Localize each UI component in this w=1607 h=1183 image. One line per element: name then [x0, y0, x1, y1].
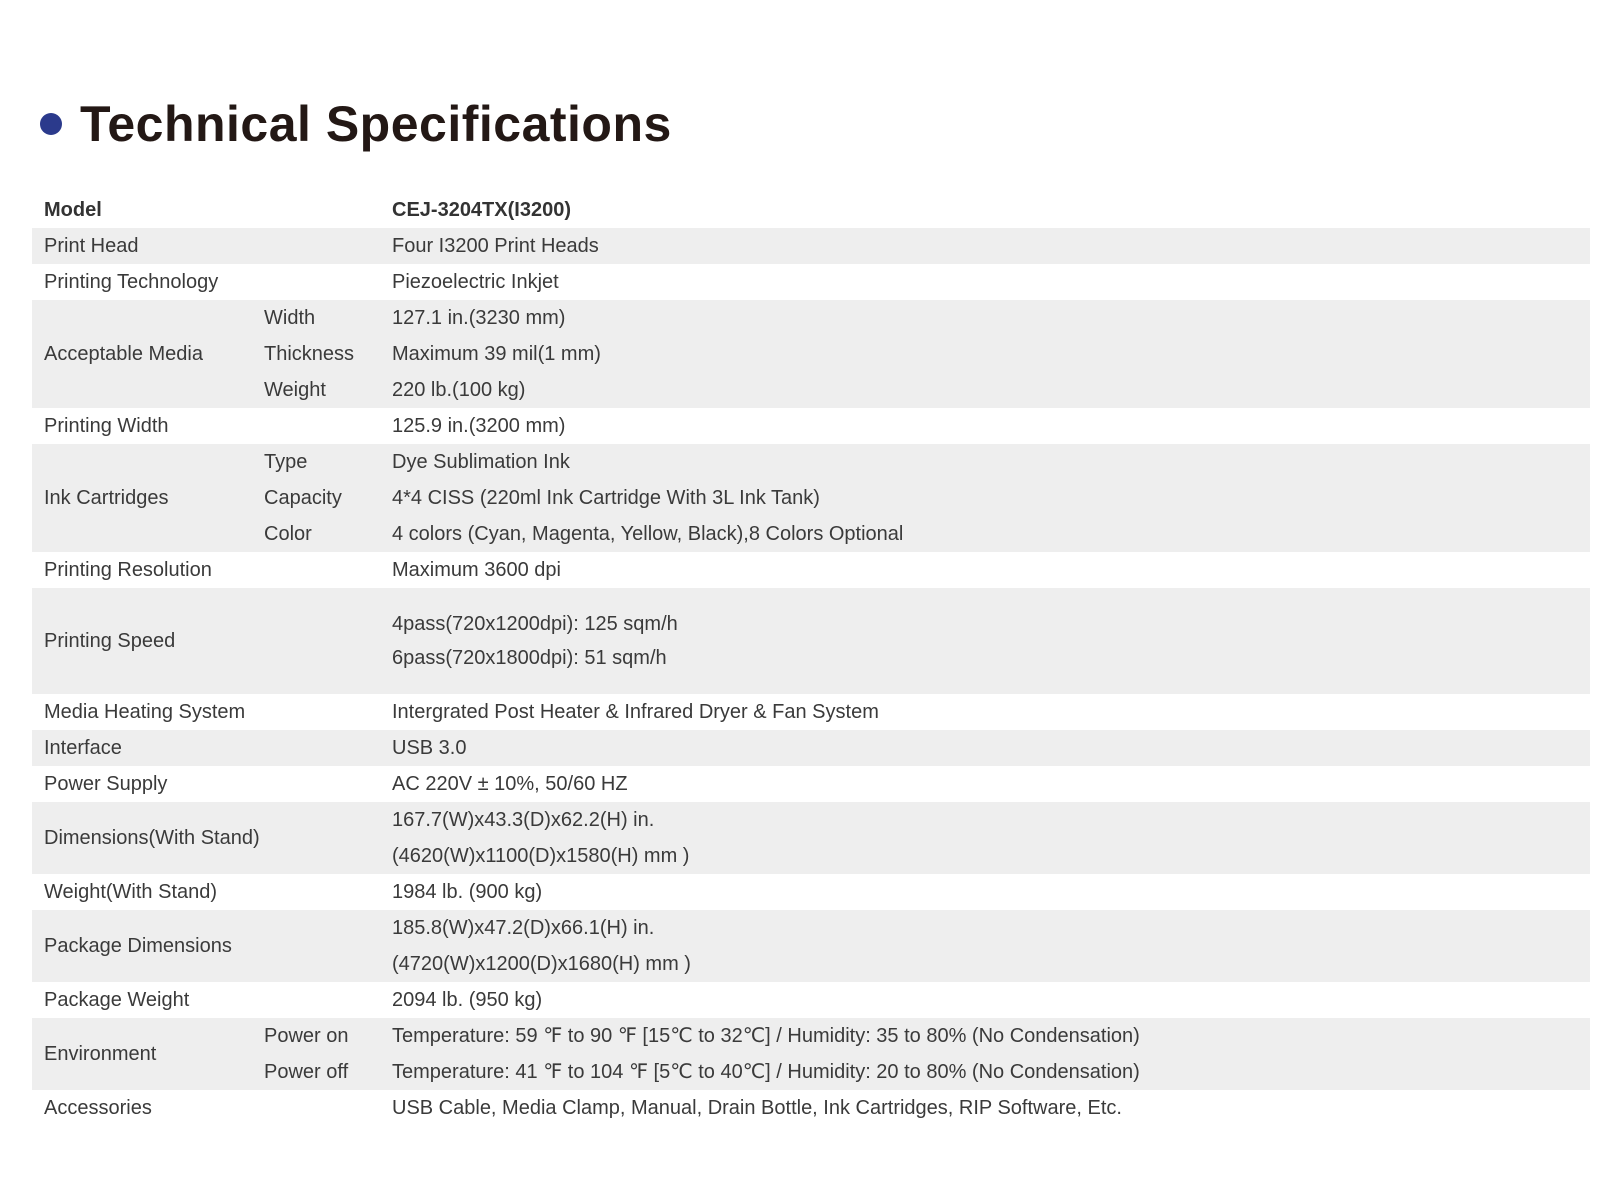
spec-sublabels [264, 588, 388, 694]
spec-sublabels [264, 982, 388, 1018]
spec-row [32, 408, 1590, 444]
spec-sublabels [264, 408, 388, 444]
spec-values [388, 228, 1590, 264]
spec-value: 167.7(W)x43.3(D)x62.2(H) in. [392, 809, 655, 831]
spec-sublabels [264, 730, 388, 766]
spec-value: Piezoelectric Inkjet [392, 271, 559, 293]
spec-row [32, 694, 1590, 730]
spec-row [32, 730, 1590, 766]
spec-value: Dye Sublimation Ink [392, 451, 570, 473]
spec-row [32, 1018, 1590, 1090]
spec-row [32, 264, 1590, 300]
spec-values [388, 982, 1590, 1018]
spec-label: Media Heating System [44, 701, 246, 723]
spec-sublabels [264, 802, 388, 874]
spec-sublabel: Color [264, 523, 312, 545]
spec-label: Acceptable Media [44, 343, 203, 365]
spec-sublabel: Weight [264, 379, 326, 401]
spec-row [32, 874, 1590, 910]
spec-value: Maximum 39 mil(1 mm) [392, 343, 601, 365]
spec-values [388, 766, 1590, 802]
spec-row [32, 766, 1590, 802]
spec-row [32, 910, 1590, 982]
spec-value: 6pass(720x1800dpi): 51 sqm/h [392, 647, 667, 669]
spec-row [32, 802, 1590, 874]
spec-value: CEJ-3204TX(I3200) [392, 199, 571, 221]
spec-label: Printing Resolution [44, 559, 212, 581]
spec-label: Ink Cartridges [44, 487, 169, 509]
spec-values [388, 1018, 1590, 1090]
spec-values [388, 552, 1590, 588]
spec-value: 127.1 in.(3230 mm) [392, 307, 566, 329]
spec-label: Package Dimensions [44, 935, 232, 957]
spec-value: (4620(W)x1100(D)x1580(H) mm ) [392, 845, 690, 867]
spec-row [32, 588, 1590, 694]
spec-sublabel: Thickness [264, 343, 355, 365]
spec-row [32, 982, 1590, 1018]
spec-value: USB Cable, Media Clamp, Manual, Drain Bottle, Ink Cartridges, RIP Software, Etc. [392, 1097, 1122, 1119]
spec-value: 4 colors (Cyan, Magenta, Yellow, Black),8 Colors Optional [392, 523, 904, 545]
spec-value: Maximum 3600 dpi [392, 559, 561, 581]
spec-values [388, 802, 1590, 874]
spec-sublabels [264, 910, 388, 982]
spec-sublabels [264, 1018, 388, 1090]
spec-value: 185.8(W)x47.2(D)x66.1(H) in. [392, 917, 655, 939]
bullet-dot-icon [40, 113, 62, 135]
spec-sublabel: Width [264, 307, 316, 329]
spec-value: Four I3200 Print Heads [392, 235, 599, 257]
spec-table [32, 192, 1590, 1126]
spec-value: USB 3.0 [392, 737, 467, 759]
spec-values [388, 588, 1590, 694]
spec-label: Weight(With Stand) [44, 881, 218, 903]
spec-values [388, 444, 1590, 552]
spec-row [32, 444, 1590, 552]
spec-label: Model [44, 199, 102, 221]
spec-label: Printing Width [44, 415, 169, 437]
spec-values [388, 264, 1590, 300]
spec-label: Package Weight [44, 989, 190, 1011]
spec-sublabels [264, 192, 388, 228]
spec-values [388, 1090, 1590, 1126]
spec-label: Print Head [44, 235, 139, 257]
spec-sublabel: Capacity [264, 487, 342, 509]
spec-value: Temperature: 41 ℉ to 104 ℉ [5℃ to 40℃] / Humidity: 20 to 80% (No Condensation) [392, 1061, 1140, 1083]
page-heading [40, 92, 672, 156]
spec-value: 125.9 in.(3200 mm) [392, 415, 566, 437]
spec-value: 1984 lb. (900 kg) [392, 881, 543, 903]
spec-sublabels [264, 694, 388, 730]
spec-sublabels [264, 264, 388, 300]
spec-value: Intergrated Post Heater & Infrared Dryer & Fan System [392, 701, 879, 723]
spec-row [32, 300, 1590, 408]
spec-value: 2094 lb. (950 kg) [392, 989, 543, 1011]
spec-label: Printing Speed [44, 630, 176, 652]
spec-values [388, 694, 1590, 730]
page-title: Technical Specifications [80, 96, 672, 152]
spec-sublabels [264, 228, 388, 264]
spec-sublabel: Power off [264, 1061, 349, 1083]
spec-value: 4pass(720x1200dpi): 125 sqm/h [392, 613, 678, 635]
spec-value: 220 lb.(100 kg) [392, 379, 526, 401]
spec-row [32, 228, 1590, 264]
spec-values [388, 730, 1590, 766]
spec-label: Interface [44, 737, 122, 759]
spec-row [32, 1090, 1590, 1126]
spec-value: 4*4 CISS (220ml Ink Cartridge With 3L Ink Tank) [392, 487, 820, 509]
spec-sublabel: Type [264, 451, 308, 473]
spec-sublabels [264, 766, 388, 802]
spec-value: (4720(W)x1200(D)x1680(H) mm ) [392, 953, 691, 975]
spec-sublabels [264, 300, 388, 408]
spec-sublabels [264, 874, 388, 910]
spec-values [388, 300, 1590, 408]
spec-sublabels [264, 1090, 388, 1126]
spec-label: Environment [44, 1043, 157, 1065]
spec-label: Printing Technology [44, 271, 219, 293]
spec-values [388, 910, 1590, 982]
spec-values [388, 192, 1590, 228]
spec-row [32, 192, 1590, 228]
spec-label: Dimensions(With Stand) [44, 827, 260, 849]
spec-sublabel: Power on [264, 1025, 349, 1047]
spec-value: Temperature: 59 ℉ to 90 ℉ [15℃ to 32℃] / Humidity: 35 to 80% (No Condensation) [392, 1025, 1140, 1047]
spec-value: AC 220V ± 10%, 50/60 HZ [392, 773, 628, 795]
spec-sublabels [264, 444, 388, 552]
spec-label: Power Supply [44, 773, 168, 795]
spec-values [388, 874, 1590, 910]
spec-row [32, 552, 1590, 588]
spec-sublabels [264, 552, 388, 588]
spec-label: Accessories [44, 1097, 152, 1119]
spec-values [388, 408, 1590, 444]
